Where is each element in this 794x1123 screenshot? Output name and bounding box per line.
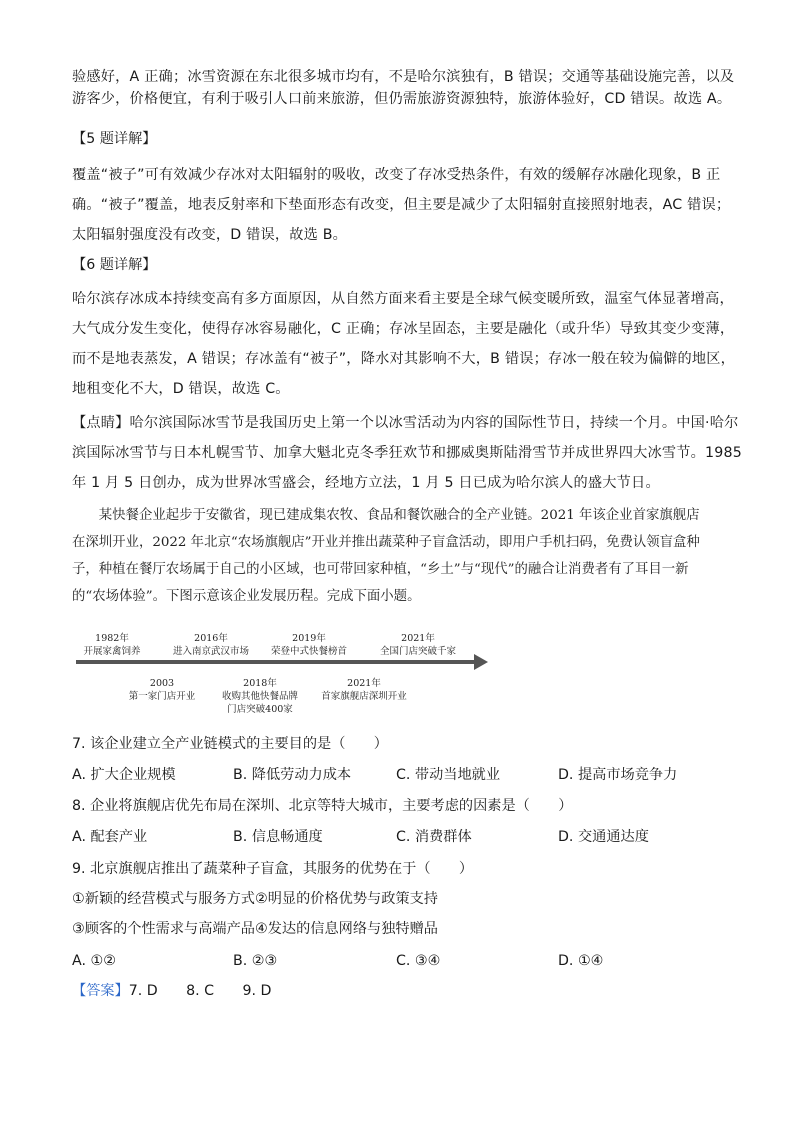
milestone-event-2018: 收购其他快餐品牌 (221, 691, 299, 702)
question-8-option-a[interactable]: A. 配套产业 (72, 829, 148, 845)
text-line: 地租变化不大，D 错误，故选 C。 (72, 381, 290, 397)
text-line: 游客少，价格便宜，有利于吸引人口前来旅游，但仍需旅游资源独特，旅游体验好，CD 错误。故选 A。 (72, 91, 732, 107)
milestone-year-2019: 2019年 (292, 633, 326, 644)
milestone-event-2021-top: 全国门店突破千家 (379, 646, 457, 657)
milestone-event-2019: 荣登中式快餐榜首 (270, 646, 348, 657)
milestone-event-2016: 进入南京武汉市场 (172, 646, 250, 657)
section-label-q6: 【6 题详解】 (72, 257, 157, 273)
answer-tag: 【答案】 (72, 983, 129, 999)
question-9-statements-2: ③顾客的个性需求与高端产品④发达的信息网络与独特赠品 (72, 921, 438, 937)
text-line: 确。“被子”覆盖，地表反射率和下垫面形态有改变，但主要是减少了太阳辐射直接照射地表，AC 错误； (72, 197, 731, 213)
explanation-paragraph-4 (72, 66, 735, 110)
section-label-q5: 【5 题详解】 (72, 131, 157, 147)
text-line: 【点睛】哈尔滨国际冰雪节是我国历史上第一个以冰雪活动为内容的国际性节日，持续一个月。中国·哈尔 (72, 415, 739, 431)
milestone-year-2021-top: 2021年 (401, 633, 435, 644)
text-line: 大气成分发生变化，使得存冰容易融化，C 正确；存冰呈固态，主要是融化（或升华）导致其变少变薄， (72, 321, 735, 337)
text-line: 在深圳开业，2022 年北京“农场旗舰店”开业并推出蔬菜种子盲盒活动，即用户手机扫码，免费认领盲盒种 (72, 535, 700, 550)
text-line: 而不是地表蒸发，A 错误；存冰盖有“被子”，降水对其影响不大，B 错误；存冰一般在较为偏僻的地区， (72, 351, 736, 367)
text-line: 某快餐企业起步于安徽省，现已建成集农牧、食品和餐饮融合的全产业链。2021 年该企业首家旗舰店 (72, 508, 700, 523)
text-line: 验感好，A 正确；冰雪资源在东北很多城市均有，不是哈尔滨独有，B 错误；交通等基础设施完善，以及 (72, 69, 735, 85)
question-7-option-c[interactable]: C. 带动当地就业 (396, 767, 501, 783)
question-9-option-b[interactable]: B. ②③ (233, 953, 278, 969)
question-7-option-b[interactable]: B. 降低劳动力成本 (233, 767, 352, 783)
question-8-option-d[interactable]: D. 交通通达度 (558, 829, 649, 845)
development-timeline-figure (72, 628, 502, 720)
explanation-paragraph-5 (72, 160, 731, 250)
milestone-event-2003: 第一家门店开业 (128, 691, 196, 702)
text-line: 哈尔滨存冰成本持续变高有多方面原因，从自然方面来看主要是全球气候变暖所致，温室气体显著增高， (72, 291, 734, 307)
milestone-event-1982: 开展家禽饲养 (83, 646, 141, 657)
milestone-year-2003: 2003 (149, 678, 175, 689)
text-line: 滨国际冰雪节与日本札幌雪节、加拿大魁北克冬季狂欢节和挪威奥斯陆滑雪节并成世界四大冰雪节。1985 (72, 445, 742, 461)
question-8-option-b[interactable]: B. 信息畅通度 (233, 829, 323, 845)
answer-line (72, 980, 271, 1002)
explanation-paragraph-6 (72, 284, 736, 404)
answer-values: 7. D 8. C 9. D (128, 983, 272, 999)
question-8-option-c[interactable]: C. 消费群体 (396, 829, 472, 845)
text-line: 的“农场体验”。下图示意该企业发展历程。完成下面小题。 (72, 589, 421, 604)
milestone-year-2018: 2018年 (243, 678, 277, 689)
text-line: 太阳辐射强度没有改变，D 错误，故选 B。 (72, 227, 348, 243)
question-7-option-a[interactable]: A. 扩大企业规模 (72, 767, 176, 783)
question-8-stem: 8. 企业将旗舰店优先布局在深圳、北京等特大城市，主要考虑的因素是（ ） (72, 798, 573, 814)
text-line: 年 1 月 5 日创办，成为世界冰雪盛会，经地方立法，1 月 5 日已成为哈尔滨人的盛大节日。 (72, 475, 660, 491)
milestone-year-2016: 2016年 (194, 633, 228, 644)
text-line: 子，种植在餐厅农场属于自己的小区域，也可带回家种植，“乡土”与“现代”的融合让消费者有了耳目一新 (72, 562, 689, 577)
dianjing-paragraph (72, 408, 742, 498)
question-7-stem: 7. 该企业建立全产业链模式的主要目的是（ ） (72, 736, 388, 752)
milestone-year-2021-bottom: 2021年 (347, 678, 381, 689)
material-paragraph (72, 502, 732, 610)
question-9-option-a[interactable]: A. ①② (72, 953, 116, 969)
question-9-stem: 9. 北京旗舰店推出了蔬菜种子盲盒，其服务的优势在于（ ） (72, 861, 474, 877)
milestone-event-2021-bottom: 首家旗舰店深圳开业 (321, 691, 407, 702)
question-7-option-d[interactable]: D. 提高市场竞争力 (558, 767, 678, 783)
text-line: 覆盖“被子”可有效减少存冰对太阳辐射的吸收，改变了存冰受热条件，有效的缓解存冰融化现象，B 正 (72, 167, 721, 183)
milestone-event-2018-line2: 门店突破400家 (227, 704, 293, 715)
timeline-arrow-head (474, 654, 488, 670)
question-9-statements-1: ①新颖的经营模式与服务方式②明显的价格优势与政策支持 (72, 891, 438, 907)
question-9-option-d[interactable]: D. ①④ (558, 953, 604, 969)
milestone-year-1982: 1982年 (95, 633, 129, 644)
question-9-option-c[interactable]: C. ③④ (396, 953, 441, 969)
